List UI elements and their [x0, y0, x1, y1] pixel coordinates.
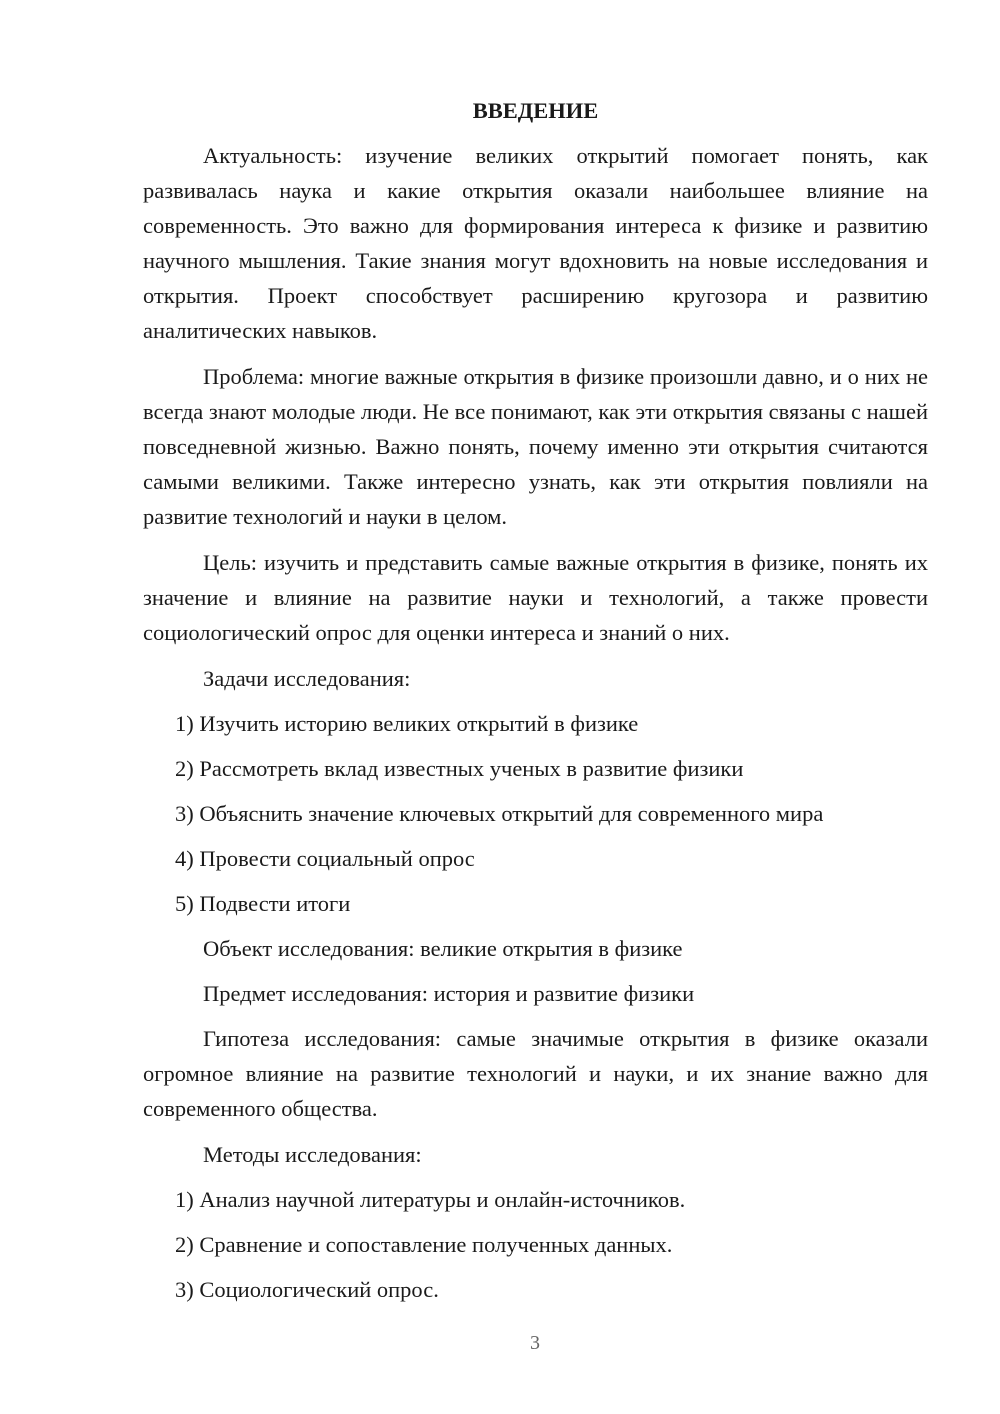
method-item: 1) Анализ научной литературы и онлайн-источников.	[175, 1187, 686, 1212]
methods-list	[143, 1182, 928, 1307]
relevance-paragraph: Актуальность: изучение великих открытий помогает понять, как развивалась наука и какие открытия оказали наибольшее влияние на современность. Это важно для формирования интереса к физике и развитию научного мышления. Такие знания могут вдохновить на новые исследования и открытия. Проект способствует расширению кругозора и развитию аналитических навыков.	[143, 143, 928, 343]
tasks-list	[143, 706, 928, 921]
task-item: 2) Рассмотреть вклад известных ученых в развитие физики	[175, 756, 744, 781]
task-item: 3) Объяснить значение ключевых открытий для современного мира	[175, 801, 824, 826]
problem-paragraph: Проблема: многие важные открытия в физике произошли давно, и о них не всегда знают молодые люди. Не все понимают, как эти открытия связаны с нашей повседневной жизнью. Важно понять, почему именно эти открытия считаются самыми великими. Также интересно узнать, как эти открытия повлияли на развитие технологий и науки в целом.	[143, 364, 928, 529]
hypothesis-paragraph: Гипотеза исследования: самые значимые открытия в физике оказали огромное влияние на развитие технологий и науки, и их знание важно для современного общества.	[143, 1026, 928, 1121]
method-item: 2) Сравнение и сопоставление полученных данных.	[175, 1232, 673, 1257]
document-page	[143, 96, 928, 1317]
task-item: 1) Изучить историю великих открытий в физике	[175, 711, 639, 736]
page-number: 3	[530, 1332, 540, 1354]
object-line: Объект исследования: великие открытия в физике	[203, 936, 683, 961]
task-item: 4) Провести социальный опрос	[175, 846, 475, 871]
task-item: 5) Подвести итоги	[175, 891, 351, 916]
goal-paragraph: Цель: изучить и представить самые важные открытия в физике, понять их значение и влияние на развитие науки и технологий, а также провести социологический опрос для оценки интереса и знаний о них.	[143, 550, 928, 645]
page-title: ВВЕДЕНИЕ	[472, 98, 599, 123]
subject-line: Предмет исследования: история и развитие физики	[203, 981, 695, 1006]
tasks-heading: Задачи исследования:	[203, 666, 411, 691]
method-item: 3) Социологический опрос.	[175, 1277, 439, 1302]
methods-heading: Методы исследования:	[203, 1142, 422, 1167]
